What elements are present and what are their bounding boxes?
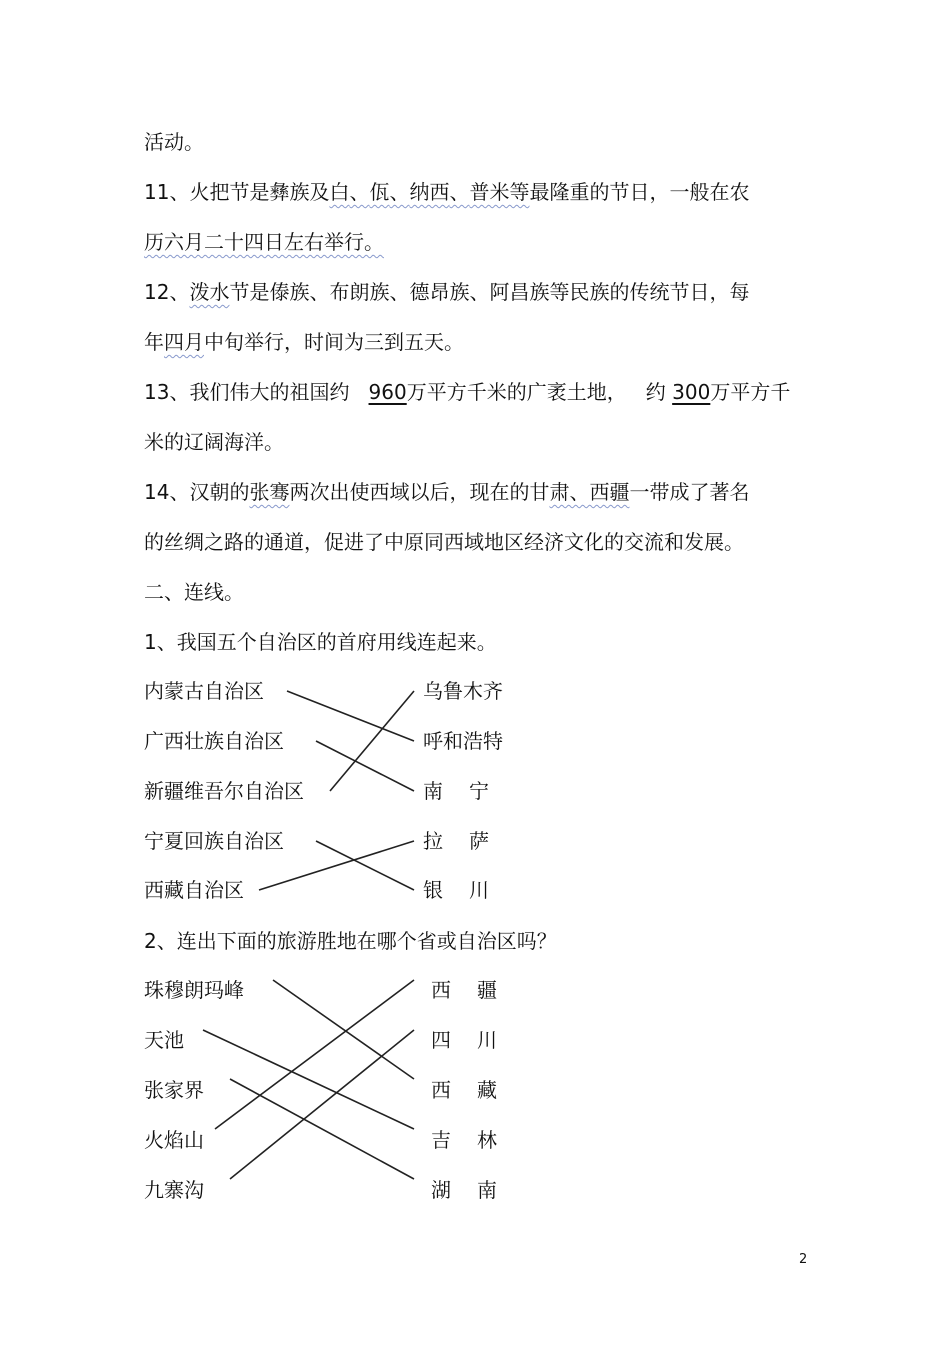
q12-text-a: 节是傣族、布朗族、德昂族、阿昌族等民族的传统节日，每 [229,280,750,304]
match-1-prompt: 1、我国五个自治区的首府用线连起来。 [144,630,497,654]
q12-text-l2b: 中旬举行，时间为三到五天。 [204,330,464,354]
match-2-right-2: 西藏 [431,1078,523,1102]
text-line-p0: 活动。 [144,130,204,154]
match-1-right-0: 乌鲁木齐 [423,679,503,703]
q13-text-a: 我们伟大的祖国约 [189,380,350,404]
match-2-right-0: 西疆 [431,978,523,1002]
q11-number: 11、 [144,180,190,204]
q14-text-b: 两次出使西域以后，现在的甘 [289,480,550,504]
q14-text-a: 汉朝的 [189,480,250,504]
match-2-lines [203,980,414,1179]
section-2-title: 二、连线。 [144,580,244,604]
q14-text-c: 一带成了著名 [629,480,750,504]
q12-blank-1: 泼水 [189,280,230,304]
match-1-lines [259,691,414,890]
q13-blank-1: 960 [368,380,407,404]
q11-sep-1: 、 [349,180,370,204]
match-2-link-4 [230,1030,414,1179]
q11-sep-2: 、 [389,180,410,204]
q11-text-c: 最隆重的节日，一般在农 [529,180,750,204]
match-2-left-3: 火焰山 [144,1128,204,1152]
q14-number: 14、 [144,480,190,504]
q13-text-d: 万平方千 [710,380,791,404]
q11-blank-4: 普米等 [469,180,530,204]
match-1-left-0: 内蒙古自治区 [144,679,264,703]
match-2-right-4: 湖南 [431,1178,523,1202]
match-1-link-3 [316,841,414,890]
match-1-right-2: 南宁 [423,779,515,803]
match-2-left-2: 张家界 [144,1078,204,1102]
q14-blank-1: 张骞 [249,480,290,504]
q13-blank-2: 300 [672,380,711,404]
q11-text-a: 火把节是彝族及 [189,180,330,204]
match-2-left-0: 珠穆朗玛峰 [144,978,244,1002]
q13-text-c: 约 [645,380,666,404]
q11-sep-3: 、 [449,180,470,204]
q11-line-2: 历六月二十四日左右举行。 [144,230,384,254]
match-1-right-4: 银川 [423,878,515,902]
match-2-right-3: 吉林 [431,1128,523,1152]
q13-text-b: 万平方千米的广袤土地， [406,380,627,404]
match-1-left-4: 西藏自治区 [144,878,244,902]
match-1-left-2: 新疆维吾尔自治区 [144,779,304,803]
match-1-left-3: 宁夏回族自治区 [144,829,284,853]
q11-blank-2: 佤 [369,180,390,204]
q12-number: 12、 [144,280,190,304]
q14-line-2: 的丝绸之路的通道，促进了中原同西域地区经济文化的交流和发展。 [144,530,744,554]
match-2-left-4: 九寨沟 [144,1178,204,1202]
match-2-right-1: 四川 [431,1028,523,1052]
q13-line-2: 米的辽阔海洋。 [144,430,284,454]
page-number: 2 [799,1252,808,1267]
q12-blank-2: 四月 [164,330,204,354]
match-1-link-0 [287,691,414,741]
match-2-link-2 [230,1079,414,1179]
match-1-right-3: 拉萨 [423,829,515,853]
match-2-prompt: 2、连出下面的旅游胜地在哪个省或自治区吗？ [144,929,557,953]
q13-number: 13、 [144,380,190,404]
q12-text-l2a: 年 [144,330,164,354]
q14-blank-2: 肃、西疆 [549,480,630,504]
q11-blank-1: 白 [329,180,350,204]
match-1-left-1: 广西壮族自治区 [144,729,284,753]
match-1-link-2 [330,691,414,791]
match-2-left-1: 天池 [144,1028,184,1052]
match-1-link-4 [259,841,414,890]
match-1-right-1: 呼和浩特 [423,729,503,753]
q11-blank-3: 纳西 [409,180,450,204]
